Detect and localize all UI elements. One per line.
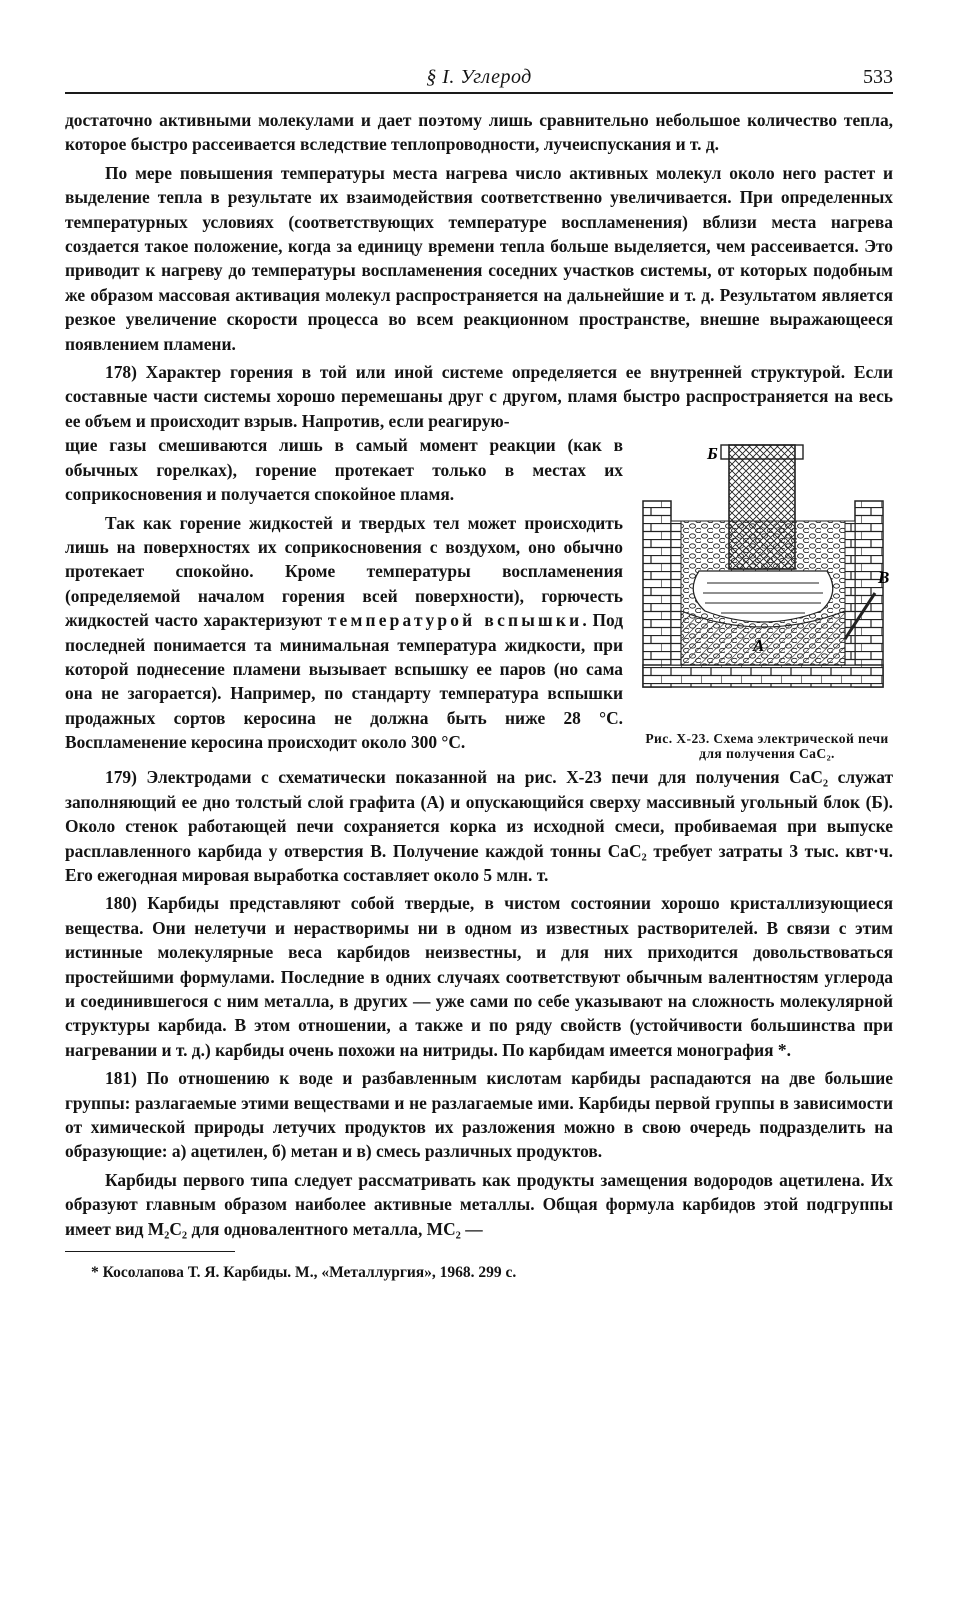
paragraph-flash-point	[65, 511, 623, 755]
page-number: 533	[863, 66, 893, 88]
figure-caption: Рис. X-23. Схема электрической печи для получения CaC₂.	[645, 731, 889, 762]
wrapped-text	[65, 433, 623, 754]
left-wall	[643, 501, 671, 687]
right-wall	[855, 501, 883, 687]
page	[65, 62, 893, 1282]
running-header	[65, 62, 893, 94]
paragraph-continued: достаточно активными молекулами и дает поэтому лишь сравнительно небольшое количество тепла, которое быстро рассеивается вследствие теплопроводности, лучеиспускания и т. д.	[65, 110, 893, 155]
paragraph-178-continued: щие газы смешиваются лишь в самый момент реакции (как в обычных горелках), горение протекает только в местах их соприкосновения и получается спокойное пламя.	[65, 435, 623, 505]
paragraph-178: 178) Характер горения в той или иной системе определяется ее внутренней структурой. Если составные части системы хорошо перемешаны друг с другом, пламя быстро распространяется на весь ее объем и происходит взрыв. Напротив, если реагирую-	[65, 362, 893, 431]
figure-x-23	[641, 443, 893, 761]
label-a: А	[753, 636, 765, 656]
body-text	[65, 108, 893, 1241]
bottom-wall	[643, 665, 883, 687]
footnote-rule	[65, 1251, 235, 1252]
spaced-term: температурой вспышки	[327, 610, 583, 631]
label-v: В	[878, 568, 890, 588]
text-with-figure	[65, 433, 893, 761]
paragraph-181: 181) По отношению к воде и разбавленным кислотам карбиды распадаются на две большие группы: разлагаемые этими веществами и не разлагаемые ими. Карбиды первой группы в зависимости от химической природы летучих продуктов их разложения можно в свою очередь подразделить на образующие: а) ацетилен, б) метан и в) смесь различных продуктов.	[65, 1068, 893, 1162]
paragraph: По мере повышения температуры места нагрева число активных молекул около него растет и выделение тепла в результате их взаимодействия соответственно увеличивается. При определенных температурных условиях (соответствующих температуре воспламенения) вблизи места нагрева создается такое положение, когда за единицу времени тепла больше выделяется, чем рассеивается. Это приводит к нагреву до температуры воспламенения соседних участков системы, от которых подобным же образом массовая активация молекул распространяется на дальнейшие и т. д. Результатом является резкое увеличение скорости процесса во всем реакционном пространстве, внешне выражающееся появлением пламени.	[65, 162, 893, 354]
label-b: Б	[707, 444, 718, 464]
molten-carbide	[693, 571, 833, 622]
carbon-block	[729, 445, 795, 569]
header-title: § I. Углерод	[426, 66, 532, 88]
paragraph-180: 180) Карбиды представляют собой твердые, в чистом состоянии хорошо кристаллизующиеся вещества. Они нелетучи и нерастворимы ни в одном из известных растворителей. В связи с этим истинные молекулярные веса карбидов неизвестны, и для них приходится довольствоваться простейшими формулами. Последние в одних случаях соответствуют обычным валентностям углерода и соединившегося с ним металла, в других — уже сами по себе указывают на сложность молекулярной структуры карбида. В этом отношении, а также и по ряду свойств (устойчивости большинства при нагревании и т. д.) карбиды очень похожи на нитриды. По карбидам имеется монография *.	[65, 893, 893, 1060]
paragraph-text: Так как горение жидкостей и твердых тел может происходить лишь на поверхностях их соприкосновения с воздухом, оно обычно протекает спокойно. Кроме температуры воспламенения (определяемой началом горения всей поверхности), горючесть жидкостей часто характеризуют	[65, 512, 623, 631]
paragraph-text: . Под последней понимается та минимальная температура жидкости, при которой поднесение пламени вызывает вспышку ее паров (но сама она не загорается). Например, по стандарту температура вспышки продажных сортов керосина не должна быть ниже 28 °С. Воспламенение керосина происходит около 300 °С.	[65, 610, 623, 753]
paragraph-179: 179) Электродами с схематически показанной на рис. X-23 печи для получения CaC₂ служат заполняющий ее дно толстый слой графита (А) и опускающийся сверху массивный угольный блок (Б). Около стенок работающей печи сохраняется корка из исходной смеси, пробиваемая при выпуске расплавленного карбида у отверстия В. Получение каждой тонны CaC₂ требует затраты 3 тыс. квт·ч. Его ежегодная мировая выработка составляет около 5 млн. т.	[65, 767, 893, 885]
paragraph: Карбиды первого типа следует рассматривать как продукты замещения водородов ацетилена. Их образуют главным образом наиболее активные металлы. Общая формула карбидов этой подгруппы имеет вид M₂C₂ для одновалентного металла, MC₂ —	[65, 1169, 893, 1239]
footnote: * Косолапова Т. Я. Карбиды. М., «Металлургия», 1968. 299 с.	[91, 1264, 517, 1281]
furnace-diagram	[641, 443, 893, 705]
